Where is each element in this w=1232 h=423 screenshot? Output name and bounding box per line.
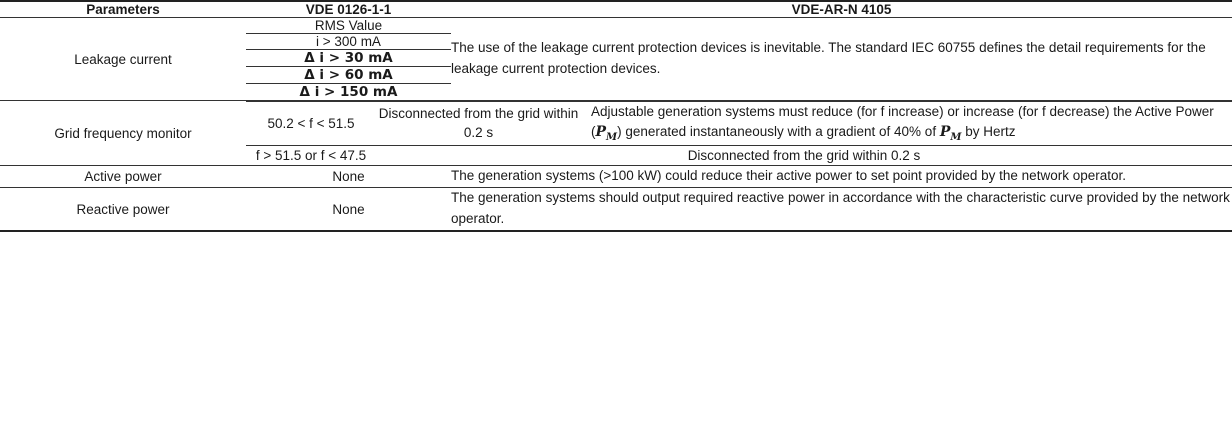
grid-frequency-detail-cell — [246, 101, 1232, 166]
gf-arn-2: Disconnected from the grid within 0.2 s — [376, 145, 1232, 165]
gf-arn-1-suffix: by Hertz — [961, 123, 1016, 139]
table-row-grid-frequency — [0, 101, 1232, 166]
gf-arn-1-mid: ) generated instantaneously with a gradient of 40% of — [617, 123, 940, 139]
header-vde-ar-n-4105: VDE-AR-N 4105 — [451, 1, 1232, 18]
leakage-item-delta60: Δ i > 60 mA — [246, 67, 451, 84]
gf-condition-2: f > 51.5 or f < 47.5 — [246, 145, 376, 165]
gf-arn-1 — [581, 102, 1232, 146]
grid-frequency-subtable — [246, 101, 1232, 165]
reactive-power-parameter-label: Reactive power — [0, 188, 246, 231]
header-vde-0126: VDE 0126-1-1 — [246, 1, 451, 18]
grid-frequency-parameter-label — [0, 101, 246, 166]
leakage-item-rms: RMS Value — [314, 18, 383, 33]
gf-arn-1-symbol-pm-a: $P_M$ — [595, 123, 618, 143]
list-item — [246, 34, 451, 50]
table-row-active-power — [0, 166, 1232, 188]
reactive-power-vde: None — [246, 188, 451, 231]
header-parameters: Parameters — [0, 1, 246, 18]
gf-arn-1-prefix: Adjustable generation systems must reduce (for f increase) or increase (for f decrease) the Active Power ( — [591, 104, 1214, 139]
gf-arn-1-symbol-pm-b: $P_M$ — [939, 123, 962, 143]
table-row — [246, 102, 1232, 146]
active-power-arn: The generation systems (>100 kW) could reduce their active power to set point provided by the network operator. — [451, 166, 1232, 188]
leakage-item-i300: i > 300 mA — [246, 34, 451, 50]
grid-frequency-label-text: Grid frequency monitor — [54, 125, 192, 141]
leakage-vde-list — [246, 18, 451, 100]
leakage-item-delta30: Δ i > 30 mA — [246, 50, 451, 67]
leakage-parameter-label: Leakage current — [74, 51, 172, 67]
list-item — [246, 50, 451, 67]
table-row — [246, 145, 1232, 165]
leakage-vde-list-cell — [246, 18, 451, 101]
gf-vde-1: Disconnected from the grid within 0.2 s — [376, 102, 581, 146]
table-header-row — [0, 1, 1232, 18]
table-row-reactive-power — [0, 188, 1232, 231]
leakage-item-delta150: Δ i > 150 mA — [246, 84, 451, 101]
list-item — [246, 18, 451, 34]
gf-condition-1: 50.2 < f < 51.5 — [246, 102, 376, 146]
list-item — [246, 67, 451, 84]
table-row-leakage-current — [0, 18, 1232, 101]
leakage-arn-text: The use of the leakage current protection devices is inevitable. The standard IEC 60755 defines the detail requirements for the leakage current protection devices. — [451, 40, 1206, 76]
active-power-vde: None — [246, 166, 451, 188]
active-power-parameter-label: Active power — [0, 166, 246, 188]
list-item — [246, 84, 451, 101]
reactive-power-arn: The generation systems should output required reactive power in accordance with the characteristic curve provided by the network operator. — [451, 188, 1232, 231]
